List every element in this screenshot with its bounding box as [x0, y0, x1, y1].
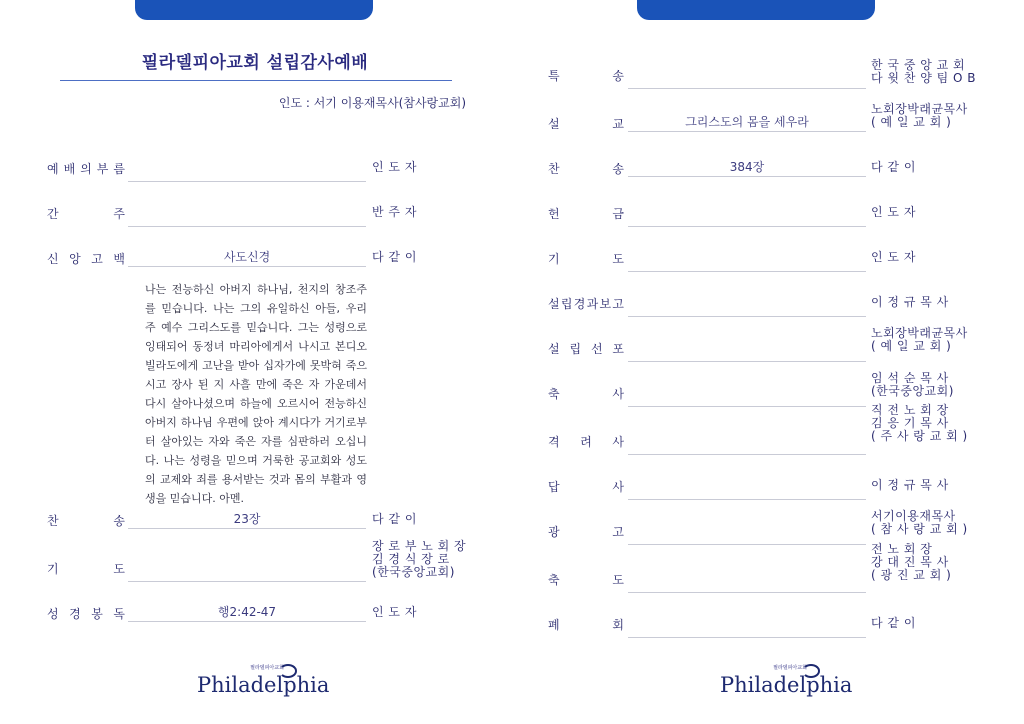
item-content	[628, 210, 866, 227]
item-content	[628, 390, 866, 407]
item-content	[628, 438, 866, 455]
leader-info: 인도 : 서기 이용재목사(참사랑교회)	[278, 96, 466, 110]
logo-korean-text: 필라델피아교회	[773, 665, 807, 671]
item-label: 기 도	[548, 252, 624, 266]
item-label: 찬 송	[548, 162, 624, 176]
item-content	[628, 483, 866, 500]
item-responder: 이 정 규 목 사	[871, 478, 949, 492]
item-content	[628, 255, 866, 272]
left-page-top-tab	[135, 0, 373, 20]
item-responder: 서기이용재목사 ( 참 사 랑 교 회 )	[871, 509, 968, 536]
item-responder: 다 같 이	[372, 250, 417, 264]
item-responder: 임 석 순 목 사 (한국중앙교회)	[871, 371, 954, 398]
item-label: 축 사	[548, 387, 624, 401]
item-label: 광 고	[548, 525, 624, 539]
item-content	[128, 165, 366, 182]
item-responder: 인 도 자	[372, 605, 417, 619]
item-responder: 노회장박래균목사 ( 예 일 교 회 )	[871, 102, 968, 129]
church-logo-right	[720, 664, 853, 697]
item-content	[628, 528, 866, 545]
item-content: 384장	[628, 160, 866, 177]
item-responder: 다 같 이	[871, 160, 916, 174]
page-title: 필라델피아교회 설립감사예배	[141, 53, 369, 73]
item-responder: 장 로 부 노 회 장 김 경 식 장 로 (한국중앙교회)	[372, 539, 467, 579]
dove-icon	[279, 664, 297, 678]
item-label: 특 송	[548, 69, 624, 83]
logo-wordmark: Philadelphia	[197, 673, 330, 697]
item-responder: 반 주 자	[372, 205, 417, 219]
dove-icon	[802, 664, 820, 678]
item-content	[628, 345, 866, 362]
item-content	[628, 576, 866, 593]
item-responder: 전 노 회 장 강 대 진 목 사 ( 광 진 교 회 )	[871, 542, 952, 582]
item-content	[128, 565, 366, 582]
item-label: 예 배 의 부 름	[47, 162, 125, 176]
item-content	[628, 72, 866, 89]
item-label: 폐 회	[548, 618, 624, 632]
item-content: 사도신경	[128, 250, 366, 267]
right-page-top-tab	[637, 0, 875, 20]
item-label: 신 앙 고 백	[47, 252, 125, 266]
logo-wordmark: Philadelphia	[720, 673, 853, 697]
item-content: 그리스도의 몸을 세우라	[628, 115, 866, 132]
item-label: 설 립 경 과 보 고	[548, 297, 624, 311]
item-label: 찬 송	[47, 514, 125, 528]
title-divider	[60, 80, 452, 81]
item-responder: 직 전 노 회 장 김 응 기 목 사 ( 주 사 랑 교 회 )	[871, 403, 968, 443]
item-label: 간 주	[47, 207, 125, 221]
item-content	[128, 210, 366, 227]
logo-korean-text: 필라델피아교회	[250, 665, 284, 671]
item-responder: 이 정 규 목 사	[871, 295, 949, 309]
church-logo-left	[197, 664, 330, 697]
item-label: 헌 금	[548, 207, 624, 221]
item-responder: 인 도 자	[871, 250, 916, 264]
item-label: 답 사	[548, 480, 624, 494]
item-responder: 노회장박래균목사 ( 예 일 교 회 )	[871, 326, 968, 353]
item-content	[628, 621, 866, 638]
item-responder: 다 같 이	[372, 512, 417, 526]
apostles-creed-text: 나는 전능하신 아버지 하나님, 천지의 창조주를 믿습니다. 나는 그의 유일하신 아들, 우리 주 예수 그리스도를 믿습니다. 그는 성령으로 잉태되어 동정녀 마리아에게서 나시고 본디오 빌라도에게 고난을 받아 십자가에 못박혀 죽으시고 장사 된 지 사흘 만에 죽은 자 가운데서 다시 살아나셨으며 하늘에 오르시어 전능하신 아버지 하나님 우편에 앉아 계시다가 거기로부터 살아있는 자와 죽은 자를 심판하러 오십니다. 나는 성령을 믿으며 거룩한 공교회와 성도의 교제와 죄를 용서받는 것과 몸의 부활과 영생을 믿습니다. 아멘.	[145, 283, 367, 505]
item-responder: 인 도 자	[871, 205, 916, 219]
item-content: 행2:42-47	[128, 605, 366, 622]
item-label: 성 경 봉 독	[47, 607, 125, 621]
item-label: 격 려 사	[548, 435, 624, 449]
item-content	[628, 300, 866, 317]
item-label: 설 교	[548, 117, 624, 131]
item-responder: 한 국 중 앙 교 회 다 윗 찬 양 팀 O B	[871, 58, 977, 85]
item-label: 기 도	[47, 562, 125, 576]
item-responder: 다 같 이	[871, 616, 916, 630]
item-label: 설 립 선 포	[548, 342, 624, 356]
item-content: 23장	[128, 512, 366, 529]
item-responder: 인 도 자	[372, 160, 417, 174]
item-label: 축 도	[548, 573, 624, 587]
